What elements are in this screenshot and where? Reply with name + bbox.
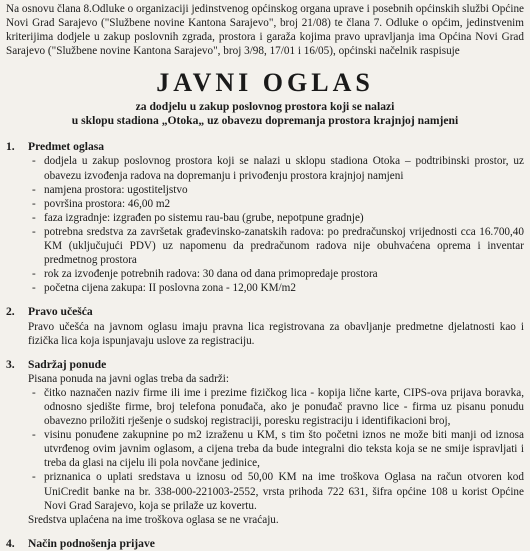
section-text: Pravo učešća na javnom oglasu imaju pravna lica registrovana za obavljanje predmetne djelatnosti kao i fizička lica koja ispunjavaju uslove za registraciju. (28, 320, 524, 347)
section-heading: Pravo učešća (28, 305, 93, 319)
section-number: 1. (6, 140, 15, 154)
section-predmet-oglasa (6, 140, 524, 295)
subtitle-line-2: u sklopu stadiona „Otoka„ uz obavezu dopremanja prostora krajnjoj namjeni (71, 114, 459, 128)
list-item: - faza izgradnje: izgrađen po sistemu rau-bau (grube, nepotpune gradnje) (28, 211, 524, 225)
document-title: JAVNI OGLAS (156, 68, 374, 98)
section-lead: Pisana ponuda na javni oglas treba da sadrži: (28, 372, 230, 385)
section-sadrzaj-ponude (6, 358, 524, 527)
section-heading: Predmet oglasa (28, 140, 105, 154)
list-item: - potrebna sredstva za završetak građevinsko-zanatskih radova: po predračunskoj vrijednosti cca 16.700,40 KM (uključujući PDV) uz napomenu da predračunom radova nije obuhvaćena oprema i inventar predmetnog prostora (28, 225, 524, 267)
section-number: 4. (6, 536, 15, 550)
section-tail: Sredstva uplaćena na ime troškova oglasa se ne vraćaju. (28, 513, 279, 526)
section-heading: Način podnošenja prijave (28, 536, 155, 550)
bullet-list (28, 154, 524, 295)
section-nacin-podnosenja (6, 537, 524, 551)
subtitle-line-1: za dodjelu u zakup poslovnog prostora koji se nalazi (135, 100, 395, 114)
section-number: 2. (6, 305, 15, 319)
list-item: - početna cijena zakupa: II poslovna zona - 12,00 KM/m2 (28, 281, 524, 295)
list-item: - dodjela u zakup poslovnog prostora koji se nalazi u sklopu stadiona Otoka – podtribinski prostor, uz obavezu izvođenja radova na dopremanju i privođenju prostora krajnjoj namjeni (28, 154, 524, 182)
list-item: - namjena prostora: ugostiteljstvo (28, 183, 524, 197)
list-item: - visinu ponuđene zakupnine po m2 izraženu u KM, s tim što početni iznos ne može biti manji od iznosa utvrđenog ovim javnim oglasom, a cijena treba da bude integralni dio teksta koja se ne smije ispravljati i treba da glasi na cijelu ili pola novčane jedinice, (28, 428, 524, 470)
list-item: - rok za izvođenje potrebnih radova: 30 dana od dana primopredaje prostora (28, 267, 524, 281)
bullet-list (28, 386, 524, 513)
section-pravo-ucesca (6, 305, 524, 347)
list-item: - čitko naznačen naziv firme ili ime i prezime fizičkog lica - kopija lične karte, CIPS-ova prijava boravka, odnosno sjedište firme, broj telefona ponuđača, ako je ponuđač pravno lice - firma uz pisanu ponudu obavezno priložiti rješenje o sudskoj registraciji, poresku registraciju i identifikacioni broj, (28, 386, 524, 428)
section-number: 3. (6, 357, 15, 371)
list-item: - priznanica o uplati sredstava u iznosu od 50,00 KM na ime troškova Oglasa na račun otvoren kod UniCredit banke na br. 338-000-221003-2552, vrsta prihoda 722 631, šifra općine 108 u korist Općine Novi Grad Sarajevo, koja se prilaže uz kovertu. (28, 470, 524, 512)
intro-paragraph: Na osnovu člana 8.Odluke o organizaciji jedinstvenog općinskog organa uprave i posebnih općinskih službi Općine Novi Grad Sarajevo ("Službene novine Kantona Sarajevo", broj 21/08) te člana 7. Odluke o općim, jedinstvenim kriterijima dodjele u zakup poslovnih zgrada, prostora i garaža kojima pravo upravljanja ima Općina Novi Grad Sarajevo ("Službene novine Kantona Sarajevo", broj 3/98, 17/01 i 16/05), općinski načelnik raspisuje (6, 3, 524, 58)
list-item: - površina prostora: 46,00 m2 (28, 197, 524, 211)
section-heading: Sadržaj ponude (28, 357, 107, 371)
